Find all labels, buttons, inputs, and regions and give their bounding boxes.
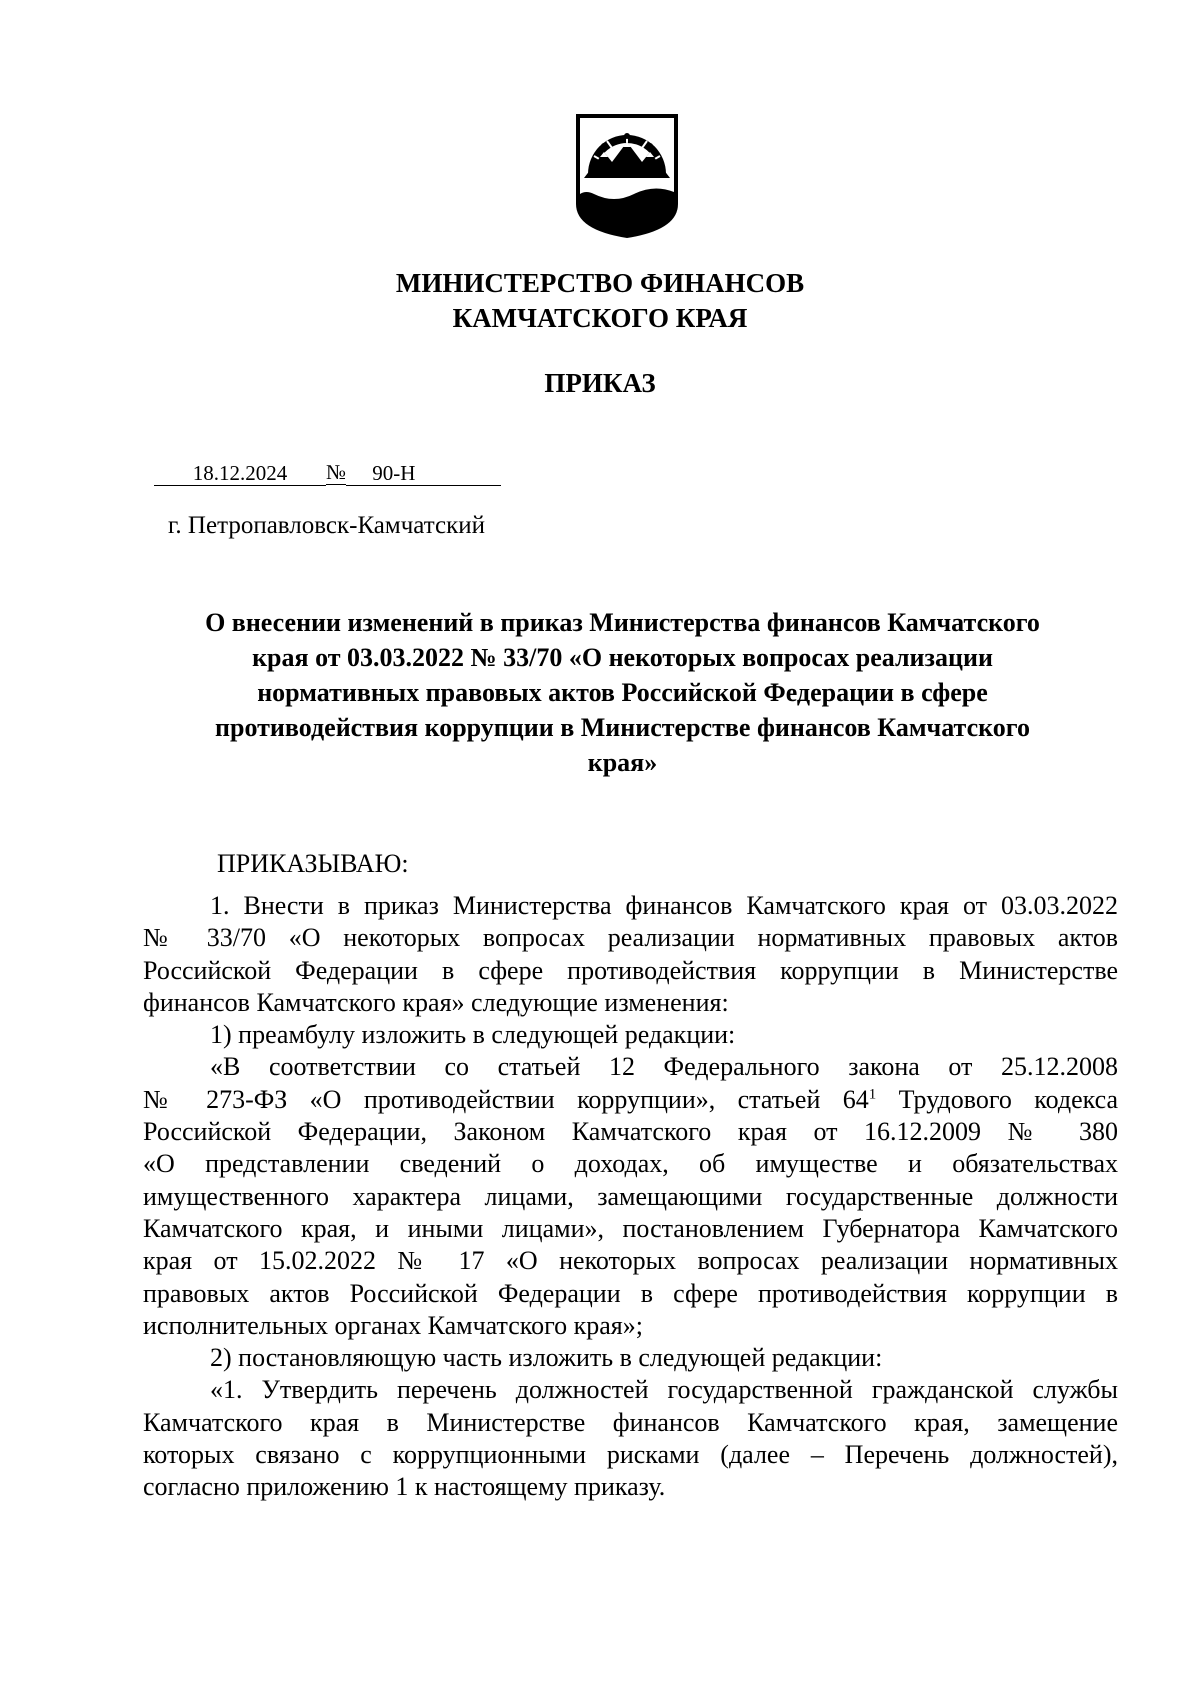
body-line-part: Трудового кодекса bbox=[876, 1084, 1118, 1114]
body-line: имущественного характера лицами, замещающими государственные должности bbox=[143, 1181, 1118, 1211]
body-line: «1. Утвердить перечень должностей государственной гражданской службы bbox=[210, 1375, 1118, 1405]
body-line: № 33/70 «О некоторых вопросах реализации нормативных правовых актов bbox=[143, 923, 1118, 953]
order-body bbox=[143, 890, 1118, 1504]
body-line: исполнительных органах Камчатского края»; bbox=[143, 1310, 643, 1340]
article-superscript: 1 bbox=[868, 1086, 877, 1103]
body-line: «О представлении сведений о доходах, об имуществе и обязательствах bbox=[143, 1149, 1118, 1179]
body-line bbox=[143, 1084, 1118, 1116]
body-line: согласно приложению 1 к настоящему приказу. bbox=[143, 1472, 666, 1502]
ministry-name-line-1: МИНИСТЕРСТВО ФИНАНСОВ bbox=[395, 268, 805, 298]
body-line: финансов Камчатского края» следующие изменения: bbox=[143, 987, 729, 1017]
body-line: края от 15.02.2022 № 17 «О некоторых вопросах реализации нормативных bbox=[143, 1246, 1118, 1276]
order-date-number-line bbox=[154, 458, 501, 486]
body-line: 1) преамбулу изложить в следующей редакции: bbox=[210, 1020, 736, 1050]
body-line: Камчатского края, и иными лицами», постановлением Губернатора Камчатского bbox=[143, 1213, 1118, 1243]
order-date: 18.12.2024 bbox=[154, 461, 326, 486]
body-line: Камчатского края в Министерстве финансов Камчатского края, замещение bbox=[143, 1407, 1118, 1437]
body-line: «В соответствии со статьей 12 Федерального закона от 25.12.2008 bbox=[210, 1052, 1118, 1082]
subject-line: края» bbox=[587, 748, 658, 777]
order-number-value: 90-Н bbox=[372, 461, 416, 485]
city: г. Петропавловск-Камчатский bbox=[168, 512, 485, 539]
body-line: Российской Федерации в сфере противодействия коррупции в Министерстве bbox=[143, 955, 1118, 985]
body-line: Российской Федерации, Законом Камчатского края от 16.12.2009 № 380 bbox=[143, 1117, 1118, 1147]
order-subject bbox=[155, 605, 1090, 780]
order-number bbox=[346, 461, 501, 486]
kamchatka-coat-of-arms-icon bbox=[574, 112, 680, 240]
body-line: которых связано с коррупционными рисками (далее – Перечень должностей), bbox=[143, 1440, 1118, 1470]
body-line: 2) постановляющую часть изложить в следующей редакции: bbox=[210, 1343, 883, 1373]
subject-line: противодействия коррупции в Министерстве финансов Камчатского bbox=[215, 713, 1030, 742]
subject-line: нормативных правовых актов Российской Федерации в сфере bbox=[257, 678, 988, 707]
subject-line: края от 03.03.2022 № 33/70 «О некоторых вопросах реализации bbox=[252, 643, 993, 672]
subject-line: О внесении изменений в приказ Министерства финансов Камчатского bbox=[205, 608, 1040, 637]
ministry-name-line-2: КАМЧАТСКОГО КРАЯ bbox=[452, 303, 748, 333]
body-line: правовых актов Российской Федерации в сфере противодействия коррупции в bbox=[143, 1278, 1118, 1308]
body-line: 1. Внести в приказ Министерства финансов Камчатского края от 03.03.2022 bbox=[210, 891, 1118, 920]
decree-word: ПРИКАЗЫВАЮ: bbox=[217, 849, 409, 878]
body-line-part: № 273-ФЗ «О противодействии коррупции», статьей 64 bbox=[143, 1084, 869, 1114]
order-title: ПРИКАЗ bbox=[544, 368, 656, 398]
order-number-sign: № bbox=[326, 460, 347, 484]
